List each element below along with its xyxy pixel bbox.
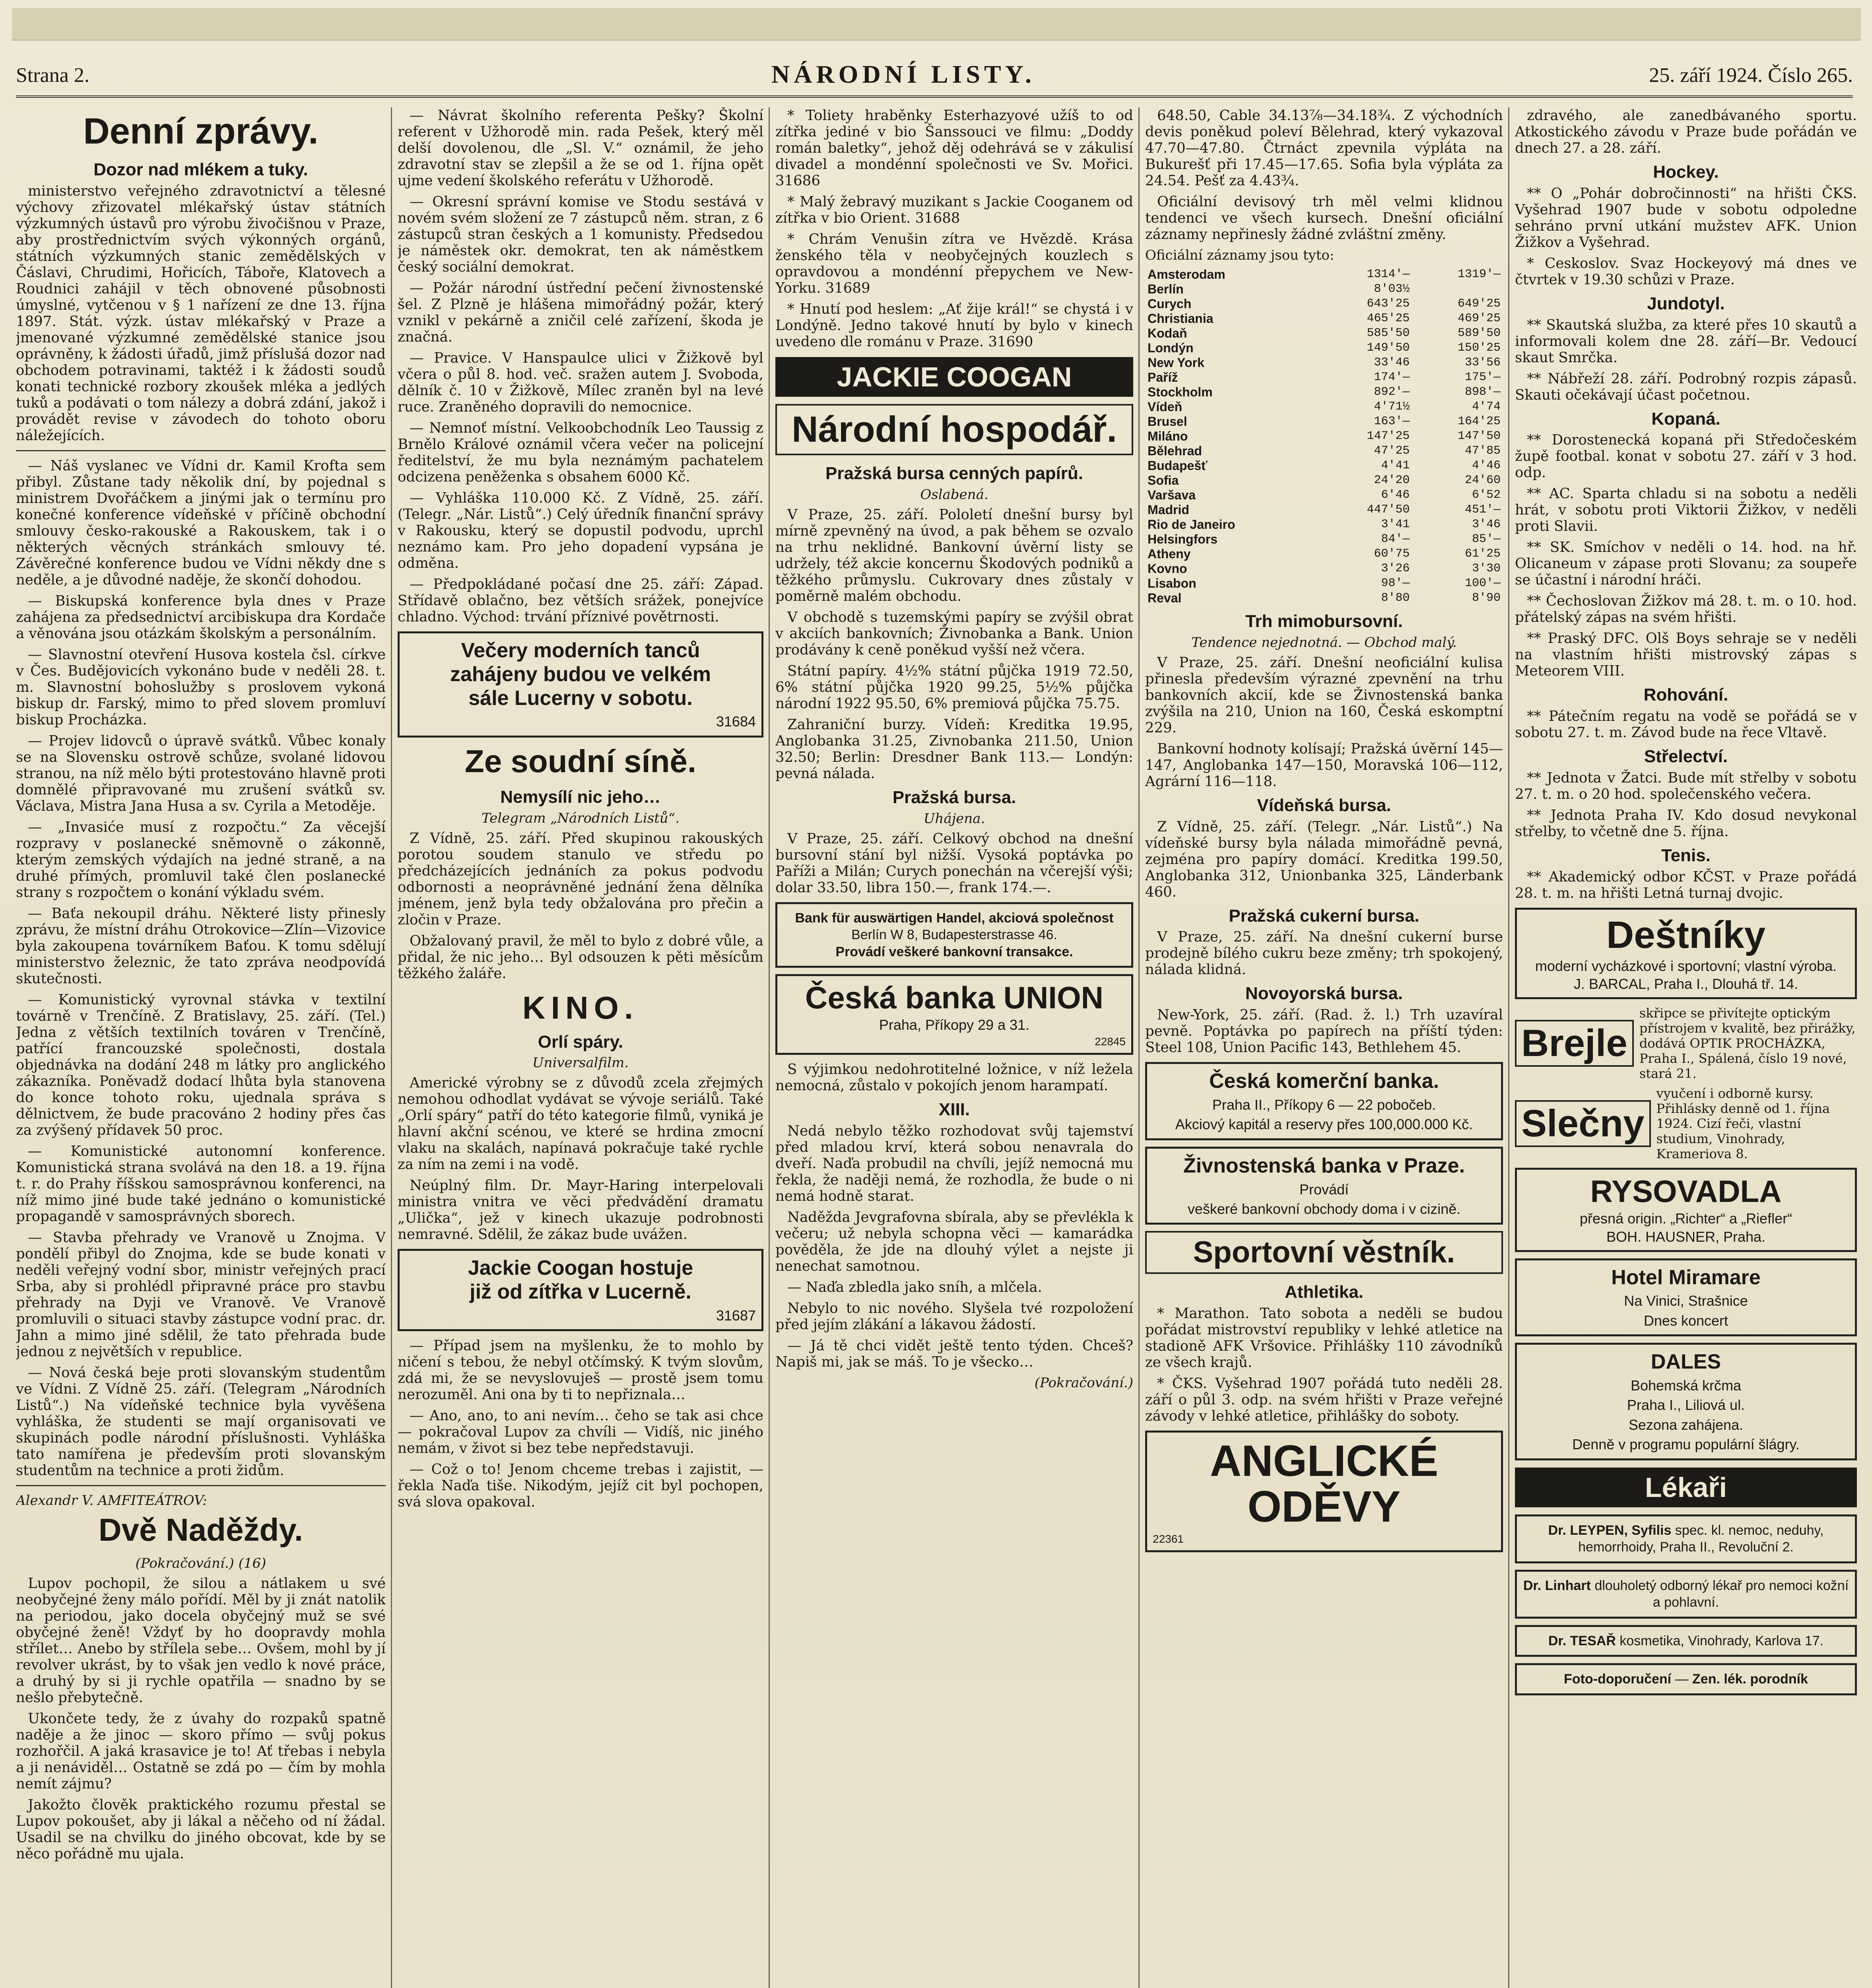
novel-paragraph: Jakožto člověk praktického rozumu přestal se Lupov pokoušet, aby ji lákal a něčeho od ní žádal. Usadil se na chvilku do jiného obcovat, kde by se něco pořádně mu ujala. <box>16 1796 386 1862</box>
ad-line: Dr. LEYPEN, Syfilis <box>1548 1522 1672 1538</box>
rate-row <box>1145 532 1503 547</box>
article-paragraph: — Pravice. V Hanspaulce ulici v Žižkově byl včera o půl 8. hod. več. sražen autem J. Svoboda, dělník č. 10 v Žižkově, Mílec zraněn byl na levé ruce. Zraněného dopravili do nemocnice. <box>398 350 763 415</box>
currency-name: Budapešť <box>1148 458 1208 473</box>
rate-goods: 3'30 <box>1472 562 1501 575</box>
article-paragraph: V Praze, 25. září. Dnešní neoficiální kulisa přinesla především výrazné zpevnění na trhu bankovních akcií, kde se Živnostenská banka zvýšila na 210, Union na 160, Česká eskomptní 229. <box>1145 654 1503 736</box>
rate-goods: 85'— <box>1472 532 1501 546</box>
dance-evening-ad <box>398 631 763 738</box>
ad-line: veškeré bankovní obchody doma i v cizině. <box>1187 1200 1461 1217</box>
currency-name: Madrid <box>1148 503 1189 517</box>
ad-line: přesná origin. „Richter“ a „Riefler“ <box>1579 1210 1792 1227</box>
rate-row <box>1145 547 1503 561</box>
article-headline: Pražská bursa cenných papírů. <box>825 464 1084 483</box>
ad-word: Slečny <box>1515 1100 1651 1147</box>
rate-money: 147'25 <box>1367 429 1410 443</box>
doctor-ad <box>1515 1514 1857 1563</box>
ad-line: Večery moderních tanců <box>461 639 700 662</box>
article-paragraph: ** Jednota v Žatci. Bude mít střelby v sobotu 27. t. m. o 20 hod. společenského večera. <box>1515 769 1857 802</box>
page-header <box>16 56 1853 98</box>
rate-row <box>1145 488 1503 503</box>
rate-money: 47'25 <box>1374 444 1410 458</box>
rate-row <box>1145 341 1503 355</box>
novel-paragraph: Nebylo to nic nového. Slyšela tvé rozpoložení před jejím zlákání a lákavou žádostí. <box>775 1300 1133 1333</box>
article-paragraph: Státní papíry. 4½% státní půjčka 1919 72.50, 6% státní půjčka 1920 99.25, 5½% půjčka národní 1922 95.50, 6% premiová půjčka 75.75. <box>775 662 1133 712</box>
ad-line: moderní vycházkové i sportovní; vlastní výroba. <box>1535 957 1837 974</box>
article-paragraph: * Hnutí pod heslem: „Ať žije král!“ se chystá i v Londýně. Jedno takové hnutí by bylo v kinech uvedeno dle románu v Praze. 31690 <box>775 301 1133 350</box>
rate-money: 24'20 <box>1374 474 1410 487</box>
rate-row <box>1145 414 1503 429</box>
article-paragraph: — „Invasiće musí z rozpočtu.“ Za věcejší rozpravy v poslanecké sněmovně o zákonně, kterým zemských výdajích na jedné straně, a na druhé přímých, promluvil také člen poslanecké strany s rozpočtem o konání výkladu svém. <box>16 819 386 901</box>
sport-heading: Tenis. <box>1661 845 1711 865</box>
commercial-bank-ad <box>1145 1062 1503 1140</box>
issue-date: 25. září 1924. Číslo 265. <box>1649 64 1853 87</box>
novel-note <box>16 1555 386 1571</box>
article-paragraph: — Náš vyslanec ve Vídni dr. Kamil Krofta sem přibyl. Zůstane tady několik dní, by pojednal s ministrem Dvořáčkem a jinými jak o termínu pro konečné konference vídeňské v příčině obchodní smlouvy česko-rakouské a Rakouskem, tak i o některých věcných stránkách smlouvy té. Závěrečné konference budou ve Vídni někdy dne s neděle, a je důvodné naděje, že skončí dohodou. <box>16 457 386 588</box>
rate-money: 33'46 <box>1374 356 1410 369</box>
ad-line: DALES <box>1651 1350 1721 1374</box>
sport-heading: Střelectví. <box>1644 747 1728 767</box>
article-paragraph: — Návrat školního referenta Pešky? Školní referent v Užhorodě min. rada Pešek, který měl delší dovolenou, dle „Sl. V.“ oznámil, že jeho zdravotní stav se zlepšil a že se od 1. října opět ujme vedení školského referátu v Užhorodě. <box>398 107 763 189</box>
rate-row <box>1145 591 1503 606</box>
article-headline: Pražská bursa. <box>892 787 1016 807</box>
currency-name: Helsingfors <box>1148 532 1218 546</box>
rate-row <box>1145 355 1503 370</box>
article-paragraph: ** Skautská služba, za které přes 10 skautů a informovali kolem dne 28. září—Br. Vedoucí skaut Smrčka. <box>1515 316 1857 366</box>
rate-money: 174'— <box>1374 371 1410 384</box>
rate-goods: 1319'— <box>1457 268 1501 281</box>
novel-paragraph: Nedá nebylo těžko rozhodovat svůj tajemství před mladou krví, která sobou nenavrala do dveří. Naďa probudil na chvíli, jejíž nemocná mu řekla, že naději nemá, že rozhodla, že bude o ni nemá hodně starat. <box>775 1123 1133 1205</box>
article-headline: Vídeňská bursa. <box>1257 795 1391 815</box>
rate-money: 3'26 <box>1381 562 1410 575</box>
ad-line: Berlín W 8, Budapesterstrasse 46. <box>851 927 1057 943</box>
ad-line: ODĚVY <box>1247 1482 1401 1532</box>
currency-name: New York <box>1148 355 1204 370</box>
currency-name: Stockholm <box>1148 385 1213 399</box>
article-paragraph: Oficiální devisový trh měl velmi klidnou tendenci ve všech kursech. Dnešní oficiální záznamy nepřinesly žádné zvláštní změny. <box>1145 194 1503 243</box>
currency-name: Lisabon <box>1148 576 1196 590</box>
hotel-ad <box>1515 1258 1857 1337</box>
sport-heading: Rohování. <box>1643 685 1728 705</box>
divider <box>16 1485 386 1486</box>
novel-paragraph: — Ano, ano, to ani nevím… čeho se tak asi chce — pokračoval Lupov za chvíli — Vidíš, nic jiného nemám, v život si bez tebe nepředstavuji. <box>398 1408 763 1457</box>
currency-name: Amsterodam <box>1148 267 1225 282</box>
column-3 <box>775 107 1133 1988</box>
section-title: Národní hospodář. <box>775 404 1133 455</box>
novel-paragraph: — Což o to! Jenom chceme trebas i zajistit, — řekla Naďa tiše. Nikodým, jejíž cit byl pochopen, svá slova opakoval. <box>398 1461 763 1510</box>
article-paragraph: — Baťa nekoupil dráhu. Některé listy přinesly zprávu, že místní dráhu Otrokovice—Zlín—Vizovice byla zakoupena továrníkem Baťou. K tomu sdělují ministerstvo železnic, že tato zpráva neodpovídá skutečnosti. <box>16 905 386 987</box>
rate-goods: 61'25 <box>1464 547 1501 561</box>
article-paragraph: V obchodě s tuzemskými papíry se zvýšil obrat v akciích bankovních; Živnobanka a Bank. Union prodávány k ceně poněkud vyšší než včera. <box>775 609 1133 658</box>
rate-row <box>1145 370 1503 385</box>
novel-paragraph: Naděžda Jevgrafovna sbírala, aby se převlékla k večeru; už nebyla schopna věci — kamarádka pověděla, že jde na dlouhý výlet a nejste ji nenechat samotnou. <box>775 1209 1133 1275</box>
article-paragraph: ** Praský DFC. Olš Boys sehraje se v neděli na vlastním hřišti mistrovský zápas s Meteorem VIII. <box>1515 630 1857 679</box>
tavern-ad <box>1515 1343 1857 1460</box>
article-paragraph: New-York, 25. září. (Rad. ž. l.) Trh uzavíral pevně. Poptávka po papírech na příští týden: Steel 108, Union Pacific 143, Bethlehem 45. <box>1145 1007 1503 1056</box>
ad-line: Praha II., Příkopy 6 — 22 pobočeb. <box>1212 1096 1436 1113</box>
rate-goods: 451'— <box>1464 503 1501 516</box>
ad-line: J. BARCAL, Praha I., Dlouhá tř. 14. <box>1573 976 1798 992</box>
zivnostenska-bank-ad <box>1145 1147 1503 1225</box>
glasses-ad <box>1515 1006 1857 1081</box>
section-title: Sportovní věstník. <box>1145 1231 1503 1274</box>
rate-money: 149'50 <box>1367 341 1410 355</box>
article-paragraph: — Projev lidovců o úpravě svátků. Vůbec konaly se na Slovensku ostrově schůze, svolané lidovou stranou, na níž mělo býti protestováno hlavně proti domnělé připravované mu zrušení svátků sv. Václava, Mistra Jana Husa a sv. Cyrila a Metoděje. <box>16 732 386 814</box>
currency-name: Miláno <box>1148 429 1188 443</box>
column-rule <box>391 107 392 1988</box>
section-title: KINO. <box>522 990 639 1025</box>
exchange-rates-table <box>1145 267 1503 606</box>
rate-money: 585'50 <box>1367 326 1410 340</box>
table-caption: Oficiální záznamy jsou tyto: <box>1145 247 1334 263</box>
ad-line: Praha I., Liliová ul. <box>1627 1397 1745 1413</box>
rate-row <box>1145 385 1503 400</box>
ad-line: dlouholetý odborný lékař pro nemoci kožní a pohlavní. <box>1594 1578 1849 1610</box>
ad-line: zahájeny budou ve velkém <box>450 662 711 686</box>
sport-heading: Hockey. <box>1653 162 1719 182</box>
rate-row <box>1145 503 1503 517</box>
column-1 <box>16 107 386 1988</box>
rate-money: 6'46 <box>1381 488 1410 502</box>
rate-goods: 469'25 <box>1457 312 1501 325</box>
novel-author: Alexandr V. AMFITEÁTROV: <box>16 1492 207 1508</box>
ad-line: spec. kl. nemoc, neduhy, hemorrhoidy, Praha II., Revoluční 2. <box>1578 1522 1824 1555</box>
ad-line: Deštníky <box>1606 913 1766 956</box>
currency-name: Berlín <box>1148 282 1184 296</box>
ad-number: 31684 <box>716 713 756 730</box>
ad-line: Česká banka UNION <box>805 980 1103 1015</box>
currency-name: Bělehrad <box>1148 444 1202 458</box>
ad-number: 22361 <box>1153 1532 1184 1545</box>
article-paragraph: — Nová česká beje proti slovanským studentům ve Vídni. Z Vídně 25. září. (Telegram „Národních Listů“.) Na vídeňské technice byla vyvěšena vyhláška, že studenti se mají organisovati ve skupinách podle národní příslušnosti. Vyhláška tato namířena je především proti slovanským studentům na technice a proti židům. <box>16 1364 386 1479</box>
ad-line: Živnostenská banka v Praze. <box>1183 1154 1465 1177</box>
ad-text: vyučení i odborně kursy. Přihlásky denně od 1. října 1924. Cizí řeči, vlastní studium, Vinohrady, Krameriova 8. <box>1656 1086 1830 1162</box>
sport-heading: Jundotyl. <box>1647 293 1725 313</box>
article-paragraph: ** Nábřeží 28. září. Podrobný rozpis zápasů. Skauti očekávají účast početnou. <box>1515 370 1857 403</box>
article-paragraph: — Stavba přehrady ve Vranově u Znojma. V pondělí přibyl do Znojma, kde se bude konati v neděli veřejný vodní sbor, ministr veřejných prací Srba, aby si prohlédl připravné práce pro stavbu přehrady na Dyji ve Vranově. Ve Vranově promluvili o situaci stavby zástupce vodní prac. dr. Jahn a mimo jiné sdělil, že tato přehrada bude jednou z největších v republice. <box>16 1229 386 1360</box>
article-headline: Trh mimobursovní. <box>1245 612 1403 631</box>
article-headline: Pražská cukerní bursa. <box>1229 906 1420 926</box>
rate-money: 8'03½ <box>1374 282 1410 296</box>
article-tone: Oslabená. <box>920 486 988 503</box>
umbrella-ad <box>1515 908 1857 999</box>
column-5 <box>1515 107 1857 1988</box>
ad-line: Dnes koncert <box>1643 1312 1728 1329</box>
article-paragraph: * Malý žebravý muzikant s Jackie Cooganem od zítřka v bio Orient. 31688 <box>775 194 1133 226</box>
article-headline: Orlí spáry. <box>538 1032 623 1052</box>
union-bank-ad <box>775 974 1133 1055</box>
rate-money: 4'41 <box>1381 459 1410 472</box>
rate-goods: 4'74 <box>1472 400 1501 414</box>
article-paragraph: — Vyhláška 110.000 Kč. Z Vídně, 25. září. (Telegr. „Nár. Listů“.) Celý úředník finanční správy v Rakousku, který se dopustil podvodu, uprchl neznámo kam. Pro jeho dopadení vypsána je odměna. <box>398 490 763 571</box>
rate-goods <box>1412 282 1503 297</box>
currency-name: Rio de Janeiro <box>1148 517 1235 532</box>
chapter-number: XIII. <box>938 1100 970 1120</box>
currency-name: Reval <box>1148 591 1182 605</box>
currency-name: Londýn <box>1148 341 1194 355</box>
rate-goods: 898'— <box>1464 385 1501 399</box>
column-rule <box>769 107 770 1988</box>
article-paragraph: * Chrám Venušin zítra ve Hvězdě. Krása ženského těla v neobyčejných kouzlech s opravdovou a mondénní přepychem ve New-Yorku. 31689 <box>775 231 1133 296</box>
currency-name: Varšava <box>1148 488 1196 502</box>
article-headline: Nemysílí nic jeho… <box>500 787 661 807</box>
article-paragraph: ministerstvo veřejného zdravotnictví a tělesné výchovy zřizovatel mlékařský ústav státních výzkumných ústavů pro výrobu živočišnou v Praze, aby prostřednictvím svých výkonných orgánů, státních výzkumných stanic zemědělských v Čáslavi, Chrudimi, Hořicích, Táboře, Klatovech a Roudnici zahájil v těch obnovené působnosti úmyslné, vytčenou v § 1 nařízení ze dne 13. října 1897. Stát. výzk. ústav mlékařský v Praze a jmenované výzkumné zemědělské stanice jsou oprávněny, k žádosti úřadů, jimž příslušá dozor nad obchodem potravinami, taktéž i k žádosti soudů konati technické rozbory zkoušek mléka a jedlých tuků a podávati o tom nálezy a dobrá zdání, jakož i provádět revise v závodech do tohoto oboru náležejících. <box>16 182 386 444</box>
rate-row <box>1145 473 1503 488</box>
ad-line: ANGLICKÉ <box>1210 1436 1439 1485</box>
article-paragraph: — Předpokládané počasí dne 25. září: Západ. Střídavě oblačno, bez větších srážek, ponejvíce chladno. Východ: trvání příznivé povětrnosti. <box>398 576 763 625</box>
ad-line: Bohemská krčma <box>1630 1377 1742 1394</box>
article-paragraph: * Marathon. Tato sobota a neděli se budou pořádat mistrovství republiky v lehké atletice na stadioně AFK Vršovice. Přihlášky 110 závodníků ze všech krajů. <box>1145 1305 1503 1371</box>
article-paragraph: ** O „Pohár dobročinnosti“ na hřišti ČKS. Vyšehrad 1907 bude v sobotu odpoledne sehráno první utkání mužstev AFK. Union Žižkov a Vyšehrad. <box>1515 185 1857 250</box>
ad-line: Denně v programu populární šlágry. <box>1572 1436 1800 1453</box>
rate-goods: 4'46 <box>1472 459 1501 472</box>
rate-goods: 150'25 <box>1457 341 1501 355</box>
article-paragraph: 648.50, Cable 34.13⅞—34.18¾. Z východních devis poněkud poleví Bělehrad, který vykazoval 47.70—47.80. Čtrnáct zpevnila výpláta na Bukurešť při 17.45—17.65. Sofia byla výpláta za 24.54. Pešť za 4.43¾. <box>1145 107 1503 189</box>
ad-line: Jackie Coogan hostuje <box>468 1256 693 1280</box>
section-title: Denní zprávy. <box>83 111 318 151</box>
currency-name: Curych <box>1148 297 1192 311</box>
article-tone: Uhájena. <box>923 810 985 827</box>
currency-name: Kovno <box>1148 561 1187 576</box>
article-paragraph: — Komunistické autonomní konference. Komunistická strana svolává na den 18. a 19. října t. r. do Prahy říšskou samosprávnou konferenci, na níž mimo jiné bude také jednáno o komunistické propagandě v samosprávných sborech. <box>16 1143 386 1225</box>
rate-goods: 589'50 <box>1457 326 1501 340</box>
rate-goods: 100'— <box>1464 577 1501 590</box>
article-paragraph: ** Dorostenecká kopaná při Středočeském župě footbal. konat v sobotu 27. září v 3 hod. odp. <box>1515 432 1857 481</box>
rate-row <box>1145 311 1503 326</box>
scan-edge <box>12 8 1861 41</box>
novel-paragraph: Ukončete tedy, že z úvahy do rozpaků spatně naděje a že jinoc — skoro přímo — svůj pokus rozhořčil. A jaká krasavice je to! Ať třebas i nebyla a ji nenáviděl… Ostatně se zdá po — čím by mohla nemít zájmu? <box>16 1710 386 1792</box>
currency-name: Vídeň <box>1148 400 1183 414</box>
currency-name: Paříž <box>1148 370 1178 384</box>
rate-goods: 175'— <box>1464 371 1501 384</box>
rate-money: 3'41 <box>1381 518 1410 531</box>
article-paragraph: * ČKS. Vyšehrad 1907 pořádá tuto neděli 28. září o půl 3. odp. na svém hřišti v Praze veřejné závody v lehké atletice, přihlášky do soboty. <box>1145 1375 1503 1424</box>
ad-line: Na Vinici, Strašnice <box>1624 1293 1748 1309</box>
rate-money: 60'75 <box>1374 547 1410 561</box>
article-paragraph: Americké výrobny se z důvodů zcela zřejmých nemohou odhodlat vydávat se vývoje seriálů. Také „Orlí spáry“ patří do této kategorie filmů, vyniká je hlavní akční scénou, ve které se hrdina zmocní vlaku na skalách, napínavá pokračuje také rychle za ním na zemi i na vodě. <box>398 1075 763 1173</box>
article-paragraph: V Praze, 25. září. Celkový obchod na dnešní bursovní stání byl nižší. Vysoká poptávka po Paříži a Milán; Curych ponechán na včerejší výši; dolar 33.50, libra 150.—, frank 174.—. <box>775 830 1133 896</box>
rate-goods: 47'85 <box>1464 444 1501 458</box>
ad-line: Hotel Miramare <box>1611 1266 1761 1289</box>
currency-name: Atheny <box>1148 547 1191 561</box>
article-paragraph: — Slavnostní otevření Husova kostela čsl. církve v Čes. Budějovicích vykonáno bude v neděli 28. t. m. Slavnostní bohoslužby s proslovem vykoná biskup dr. Farský, mimo to před slovem promluví biskup Procházka. <box>16 646 386 728</box>
article-paragraph: Zahraniční burzy. Vídeň: Kreditka 19.95, Anglobanka 31.25, Zivnobanka 211.50, Union 32.50; Berlin: Dresdner Bank 113.— Londýn: pevná nálada. <box>775 716 1133 782</box>
article-paragraph: zdravého, ale zanedbávaného sportu. Atkostického závodu v Praze bude pořádán ve dnech 27. a 28. září. <box>1515 107 1857 156</box>
currency-name: Brusel <box>1148 414 1187 429</box>
ad-word: Brejle <box>1515 1020 1634 1067</box>
article-tone: Tendence nejednotná. — Obchod malý. <box>1191 634 1457 650</box>
article-headline: Athletika. <box>1284 1282 1364 1302</box>
rate-money: 163'— <box>1374 415 1410 428</box>
article-paragraph: * Ceskoslov. Svaz Hockeyový má dnes ve čtvrtek v 19.30 schůzi v Praze. <box>1515 255 1857 288</box>
article-paragraph: Bankovní hodnoty kolísají; Pražská úvěrní 145—147, Anglobanka 147—150, Moravská 106—112, Agrární 116—118. <box>1145 740 1503 790</box>
column-2 <box>398 107 763 1988</box>
novel-paragraph: Lupov pochopil, že silou a nátlakem u své neobyčejné ženy málo pořídí. Měl by ji znát natolik na periodou, jako docela obyčejný muž se své obyčejné ženě! Vždyť by ho doopravdy mohla střílet… Anebo by střílela sebe… Ovšem, mohl by jí revolver ukrást, by to však jen vedlo k nové práce, a druhý by si ji rychle opatřila — snadno by se nešlo přebytečně. <box>16 1575 386 1706</box>
article-paragraph: ** Akademický odbor KČST. v Praze pořádá 28. t. m. na hřišti Letná turnaj dvojic. <box>1515 868 1857 901</box>
rate-money: 465'25 <box>1367 312 1410 325</box>
ad-line: Zen. lék. porodník <box>1692 1672 1808 1687</box>
ad-number: 22845 <box>1095 1035 1126 1048</box>
rate-goods: 164'25 <box>1457 415 1501 428</box>
article-paragraph: ** Pátečním regatu na vodě se pořádá se v sobotu 27. t. m. Závod bude na řece Vltavě. <box>1515 708 1857 741</box>
jackie-coogan-ad <box>398 1249 763 1331</box>
currency-name: Kodaň <box>1148 326 1187 340</box>
rate-money: 4'71½ <box>1374 400 1410 414</box>
photo-ad: Foto-doporučení — Zen. lék. porodník <box>1515 1663 1857 1695</box>
article-paragraph: — Biskupská konference byla dnes v Praze zahájena za předsednictví arcibiskupa dra Kordače a věnována jsou otázkám školským a personálním. <box>16 592 386 642</box>
article-paragraph: — Nemnoť místní. Velkoobchodník Leo Taussig z Brnělo Králové oznámil včera večer na policejní ředitelství, že mu byla neznámým pachatelem odcizena peněženka s obsahem 6000 Kč. <box>398 420 763 485</box>
article-paragraph: — Požár národní ústřední pečení živnostenské šel. Z Plzně je hlášena mimořádný požár, který vznikl v pekárně a zničil celé zařízení, škoda je značná. <box>398 280 763 345</box>
article-paragraph: ** AC. Sparta chladu si na sobotu a neděli hrát, v sobotu proti Viktorii Žižkov, v neděli proti Slavii. <box>1515 485 1857 535</box>
rate-row <box>1145 297 1503 311</box>
article-paragraph: * Toliety hraběnky Esterhazyové užíš to od zítřka jediné v bio Šanssouci ve filmu: „Doddy román baletky“, jehož děj odehrává se v zákulisí divadel a mondénní společnosti ve Sv. Mořici. 31686 <box>775 107 1133 189</box>
ad-line: Akciový kapitál a reservy přes 100,000.000 Kč. <box>1175 1116 1473 1133</box>
rate-row <box>1145 429 1503 444</box>
rate-goods: 649'25 <box>1457 297 1501 311</box>
rate-goods: 8'90 <box>1472 591 1501 605</box>
drawing-tools-ad <box>1515 1168 1857 1252</box>
novel-paragraph: — Případ jsem na myšlenku, že to mohlo by ničení s tebou, že nebyl otčímský. K tvým slovům, zdá mi, že se nevyslovuješ — prostě jsem tomu nerozuměl. Ani ona by ti to nepřiznala… <box>398 1338 763 1403</box>
rate-money: 892'— <box>1374 385 1410 399</box>
novel-title: Dvě Naděždy. <box>98 1512 303 1547</box>
doctors-banner: Lékaři <box>1515 1468 1857 1507</box>
ad-line: Česká komerční banka. <box>1209 1070 1439 1093</box>
rate-row <box>1145 400 1503 414</box>
section-title: Ze soudní síně. <box>464 743 697 779</box>
ad-line: Dr. Linhart <box>1523 1578 1591 1593</box>
novel-paragraph: S výjimkou nedohrotitelné ložnice, v níž ležela nemocná, zůstalo v pokojích jenom harampatí. <box>775 1061 1133 1094</box>
ad-line: kosmetika, Vinohrady, Karlova 17. <box>1620 1633 1824 1648</box>
ad-line: Praha, Příkopy 29 a 31. <box>879 1017 1030 1033</box>
novel-paragraph: — Naďa zbledla jako sníh, a mlčela. <box>787 1279 1042 1296</box>
article-paragraph: ** Jednota Praha IV. Kdo dosud nevykonal střelby, to včetně dne 5. října. <box>1515 807 1857 840</box>
article-paragraph: ** SK. Smíchov v neděli o 14. hod. na hř. Olicaneum v zápase proti Slovanu; za soupeře se účastní i národní hráči. <box>1515 539 1857 588</box>
ad-text: skřipce se přivítejte optickým přístrojem v kvalitě, bez přirážky, dodává OPTIK PROCHÁZKA, Praha I., Spálená, číslo 19 nové, stará 21. <box>1639 1006 1856 1081</box>
article-headline: Novoyorská bursa. <box>1245 984 1403 1004</box>
article-paragraph: V Praze, 25. září. Na dnešní cukerní burse prodejně bílého cukru beze změny; trh spokojený, nálada klidná. <box>1145 929 1503 978</box>
bank-ad <box>775 902 1133 968</box>
doctor-ad <box>1515 1570 1857 1619</box>
school-ad <box>1515 1086 1857 1161</box>
article-source: Telegram „Národních Listů“. <box>482 810 680 826</box>
article-headline: Dozor nad mlékem a tuky. <box>93 160 308 180</box>
rate-row <box>1145 576 1503 591</box>
rate-money: 447'50 <box>1367 503 1410 516</box>
currency-name: Christiania <box>1148 311 1214 326</box>
article-paragraph: — Okresní správní komise ve Stodu sestává v novém svém složení ze 7 zástupců něm. stran, z 6 zástupců stran českých a 1 komunisty. Předsedou je náměstek okr. demokrat, ten ak náměstkem český sociální demokrat. <box>398 194 763 275</box>
rate-money: 8'80 <box>1381 591 1410 605</box>
ad-line: RYSOVADLA <box>1590 1174 1782 1209</box>
divider <box>16 450 386 451</box>
doctor-ad <box>1515 1625 1857 1657</box>
rate-goods: 24'60 <box>1464 474 1501 487</box>
ad-line: Dr. TESAŘ <box>1548 1633 1616 1648</box>
rate-row <box>1145 267 1503 282</box>
continuation-label: (Pokračování.) <box>135 1555 234 1571</box>
installment-number: (16) <box>238 1555 266 1571</box>
ad-line: Bank für auswärtigen Handel, akciová společnost <box>795 910 1114 926</box>
rate-goods: 6'52 <box>1472 488 1501 502</box>
novel-paragraph: — Já tě chci vidět ještě tento týden. Chceš? Napiš mi, jak se máš. To je všecko… <box>775 1338 1133 1371</box>
continuation-label: (Pokračování.) <box>1034 1375 1133 1391</box>
column-rule <box>1138 107 1140 1988</box>
rate-goods: 147'50 <box>1457 429 1501 443</box>
jackie-coogan-banner: JACKIE COOGAN <box>775 357 1133 397</box>
rate-money: 643'25 <box>1367 297 1410 311</box>
ad-line: Sezona zahájena. <box>1628 1416 1744 1433</box>
rate-row <box>1145 458 1503 473</box>
article-paragraph: Obžalovaný pravil, že měl to bylo z dobré vůle, a přidal, že nic jeho… Byl odsouzen k pěti měsícům těžkého žaláře. <box>398 932 763 982</box>
currency-name: Sofia <box>1148 473 1179 487</box>
rate-goods: 33'56 <box>1464 356 1501 369</box>
rate-money: 1314'— <box>1367 268 1410 281</box>
column-4 <box>1145 107 1503 1988</box>
ad-number: 31687 <box>716 1307 756 1324</box>
rate-row <box>1145 444 1503 458</box>
article-paragraph: ** Čechoslovan Žižkov má 28. t. m. o 10. hod. přátelský zápas na svém hřišti. <box>1515 593 1857 626</box>
rate-row <box>1145 326 1503 341</box>
article-paragraph: Z Vídně, 25. září. Před skupinou rakouských porotou soudem stanulo ve středu po předcházejících jednáních za pokus podvodu odbornosti a neoprávněné jednání žena dělníka jménem, jenž byla tedy obžalována pro přečin a zločin v Praze. <box>398 830 763 928</box>
ad-line: BOH. HAUSNER, Praha. <box>1606 1228 1766 1245</box>
rate-money: 98'— <box>1381 577 1410 590</box>
article-paragraph: Z Vídně, 25. září. (Telegr. „Nár. Listů“.) Na vídeňské bursy byla nálada mimořádně pevná, zejména pro papíry domácí. Kreditka 199.50, Anglobanka 312, Unionbanka 325, Länderbank 460. <box>1145 818 1503 900</box>
article-paragraph: — Komunistický vyrovnal stávka v textilní továrně v Trenčíně. Z Bratislavy, 25. září. (Tel.) Jedna z větších textilních továren v Trenčíně, patřící francouzské společnosti, dostala objednávka na dodání 248 m látky pro anglického zákazníka. Poněvadž dodací lhůta byla stanovena do konce tohoto roku, ujednala správa s dělnictvem, že bude pracováno 2 hodiny přes čas za zvýšený přídavek 50 proc. <box>16 991 386 1138</box>
rate-money: 84'— <box>1381 532 1410 546</box>
newspaper-title: NÁRODNÍ LISTY. <box>771 60 1035 88</box>
page-number: Strana 2. <box>16 64 89 87</box>
article-paragraph: Neúplný film. Dr. Mayr-Haring interpelovali ministra vnitra ve věci předvádění dramatu „Ulička“, jež v kinech ukazuje podrobnosti nemravné. Sdělil, že zákaz bude uvážen. <box>398 1177 763 1243</box>
sport-heading: Kopaná. <box>1651 409 1721 429</box>
ad-line: již od zítřka v Lucerně. <box>470 1280 691 1304</box>
rate-goods: 3'46 <box>1472 518 1501 531</box>
ad-line: Provádí veškeré bankovní transakce. <box>835 944 1073 959</box>
english-clothes-ad <box>1145 1431 1503 1552</box>
ad-line: sále Lucerny v sobotu. <box>468 686 693 710</box>
rate-row <box>1145 561 1503 576</box>
column-rule <box>1508 107 1509 1988</box>
ad-line: Provádí <box>1299 1181 1349 1198</box>
article-paragraph: V Praze, 25. září. Pololetí dnešní bursy byl mírně zpevněný na úvod, a pak během se ozvalo na trhu neklidné. Bankovní úvěrní listy se udržely, též akcie koncernu Škodových podniků a těžkého průmyslu. Cukrovary dnes zůstaly v poměrně malém obchodu. <box>775 506 1133 604</box>
rate-row <box>1145 282 1503 297</box>
ad-line: Foto-doporučení <box>1564 1672 1672 1687</box>
rate-row <box>1145 517 1503 532</box>
article-source: Universalfilm. <box>532 1055 629 1071</box>
